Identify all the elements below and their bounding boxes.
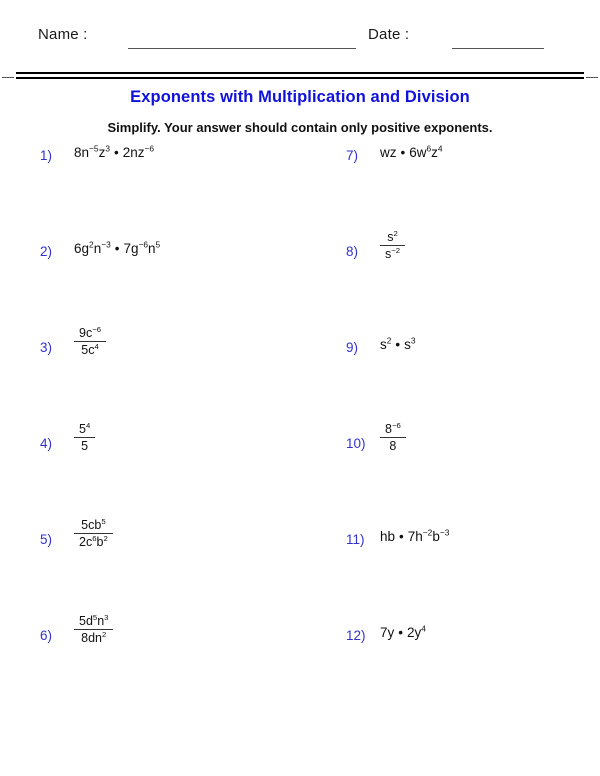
fraction-denominator: [380, 437, 406, 453]
problem-item: [300, 228, 600, 340]
exponent: 2: [393, 228, 398, 238]
exponent: 5: [155, 239, 161, 250]
product-expression: [380, 527, 450, 545]
exponent: 3: [104, 612, 109, 622]
multiplication-dot: •: [399, 529, 404, 544]
numerator-term: $8^{-6}$: [385, 420, 401, 436]
denominator-term: $2c^6$: [79, 534, 97, 550]
denominator-term: $8dn^2$: [81, 630, 107, 646]
product-expression: [380, 623, 426, 641]
multiplication-dot: •: [398, 625, 403, 640]
problem-columns: [0, 143, 600, 708]
denominator-term: $s^{-2}$: [385, 246, 401, 262]
problem-number: 10): [346, 436, 366, 451]
multiplication-dot: •: [400, 145, 406, 160]
problem-item: [300, 143, 600, 244]
fraction: [74, 326, 106, 358]
fraction: [380, 422, 406, 454]
problem-number: 4): [40, 436, 53, 451]
problem-item: [300, 623, 600, 724]
product-expression: [380, 143, 443, 161]
problem-column-right: [300, 143, 600, 708]
product-expression: [380, 335, 416, 353]
exponent: −2: [422, 527, 433, 538]
problem-column-left: [0, 143, 300, 708]
denominator-term: 5: [81, 439, 89, 454]
factor-term: $z^4$: [431, 143, 443, 160]
rule-tick-left: [2, 77, 14, 78]
fraction-numerator: [74, 518, 113, 533]
problem-item: [0, 239, 300, 340]
numerator-term: $n^3$: [97, 612, 109, 628]
exponent: 2: [89, 239, 94, 250]
multiplication-dot: •: [113, 145, 119, 160]
fraction: [380, 230, 405, 262]
factor-term: $7g^{-6}$: [123, 239, 149, 256]
problem-expression: [380, 623, 426, 641]
problem-item: [0, 143, 300, 244]
fraction-numerator: [380, 422, 406, 437]
problem-expression: [380, 422, 406, 454]
denominator-term: $b^2$: [96, 534, 108, 550]
problem-number: 6): [40, 628, 53, 643]
exponent: −3: [439, 527, 450, 538]
problem-number: 1): [40, 148, 53, 163]
problem-number: 9): [346, 340, 359, 355]
factor-term: $6w^6$: [409, 143, 432, 160]
name-date-row: [0, 22, 600, 56]
exponent: 6: [426, 143, 432, 154]
instructions-text: Simplify. Your answer should contain only positive exponents.: [107, 120, 493, 135]
exponent: 3: [105, 143, 110, 154]
exponent: 6: [92, 534, 97, 544]
problem-expression: [74, 422, 95, 454]
problem-item: [0, 420, 300, 532]
page-title: Exponents with Multiplication and Division: [130, 88, 470, 106]
problem-item: [0, 516, 300, 628]
factor-term: $8n^{-5}$: [74, 143, 99, 160]
fraction-numerator: [74, 422, 95, 437]
problem-expression: [74, 518, 113, 550]
problem-expression: [74, 614, 113, 646]
problem-item: [300, 335, 600, 436]
problem-expression: [380, 335, 416, 353]
problem-number: 3): [40, 340, 53, 355]
date-label: Date :: [368, 26, 410, 43]
exponent: 5: [101, 516, 106, 526]
multiplication-dot: •: [395, 337, 401, 352]
rule-tick-right: [586, 77, 598, 78]
problem-number: 12): [346, 628, 366, 643]
problem-number: 11): [346, 532, 365, 547]
problem-expression: [380, 527, 450, 545]
fraction-denominator: [74, 533, 113, 549]
exponent: −2: [391, 246, 401, 256]
product-expression: [74, 143, 155, 161]
factor-term: $b^{-3}$: [432, 527, 450, 544]
factor-term: $7h^{-2}$: [407, 527, 433, 544]
fraction: [74, 614, 113, 646]
factor-term: $2y^4$: [407, 623, 426, 640]
numerator-term: $5cb^5$: [81, 516, 106, 532]
exponent: 4: [421, 623, 426, 634]
exponent: −6: [391, 420, 401, 430]
factor-term: $z^3$: [98, 143, 110, 160]
fraction-numerator: [74, 326, 106, 341]
exponent: −5: [89, 143, 99, 154]
factor-term: $s^3$: [404, 335, 416, 352]
date-input-line[interactable]: [452, 48, 544, 49]
problem-item: [300, 420, 600, 532]
problem-number: 8): [346, 244, 359, 259]
exponent: −6: [92, 324, 102, 334]
denominator-term: 8: [389, 439, 397, 454]
exponent: 3: [410, 335, 416, 346]
factor-term: $2nz^{-6}$: [122, 143, 155, 160]
exponent: 4: [94, 342, 99, 352]
factor-term: $s^2$: [380, 335, 392, 352]
problem-item: [300, 527, 600, 628]
fraction-denominator: [74, 629, 113, 645]
exponent: 2: [102, 630, 107, 640]
header-divider: [16, 72, 584, 79]
problem-expression: [74, 239, 161, 257]
problem-expression: [74, 143, 155, 161]
fraction-denominator: [380, 245, 405, 261]
numerator-term: $5^4$: [79, 420, 91, 436]
fraction-denominator: [74, 437, 95, 453]
numerator-term: $5d^5$: [79, 612, 98, 628]
factor-term: $n^{-3}$: [93, 239, 111, 256]
multiplication-dot: •: [114, 241, 120, 256]
problem-number: 7): [346, 148, 359, 163]
product-expression: [74, 239, 161, 257]
fraction: [74, 422, 95, 454]
denominator-term: $5c^4$: [81, 342, 99, 358]
exponent: 4: [437, 143, 443, 154]
name-label: Name :: [38, 26, 88, 43]
problem-expression: [74, 326, 106, 358]
factor-term: hb: [380, 529, 396, 544]
fraction-denominator: [74, 341, 106, 357]
numerator-term: $9c^{-6}$: [79, 324, 102, 340]
factor-term: wz: [380, 145, 397, 160]
fraction: [74, 518, 113, 550]
problem-item: [0, 324, 300, 436]
problem-number: 2): [40, 244, 53, 259]
exponent: −6: [138, 239, 149, 250]
exponent: −3: [101, 239, 111, 250]
exponent: 2: [386, 335, 392, 346]
numerator-term: $s^2$: [387, 228, 398, 244]
problem-expression: [380, 230, 405, 262]
problem-number: 5): [40, 532, 53, 547]
name-input-line[interactable]: [128, 48, 356, 49]
factor-term: $n^5$: [148, 239, 161, 256]
problem-item: [0, 612, 300, 724]
exponent: 4: [85, 420, 91, 430]
exponent: 5: [92, 612, 98, 622]
exponent: −6: [144, 143, 155, 154]
fraction-numerator: [74, 614, 113, 629]
exponent: 2: [103, 534, 108, 544]
fraction-numerator: [380, 230, 405, 245]
factor-term: 7y: [380, 625, 395, 640]
problem-expression: [380, 143, 443, 161]
factor-term: $6g^2$: [74, 239, 94, 256]
